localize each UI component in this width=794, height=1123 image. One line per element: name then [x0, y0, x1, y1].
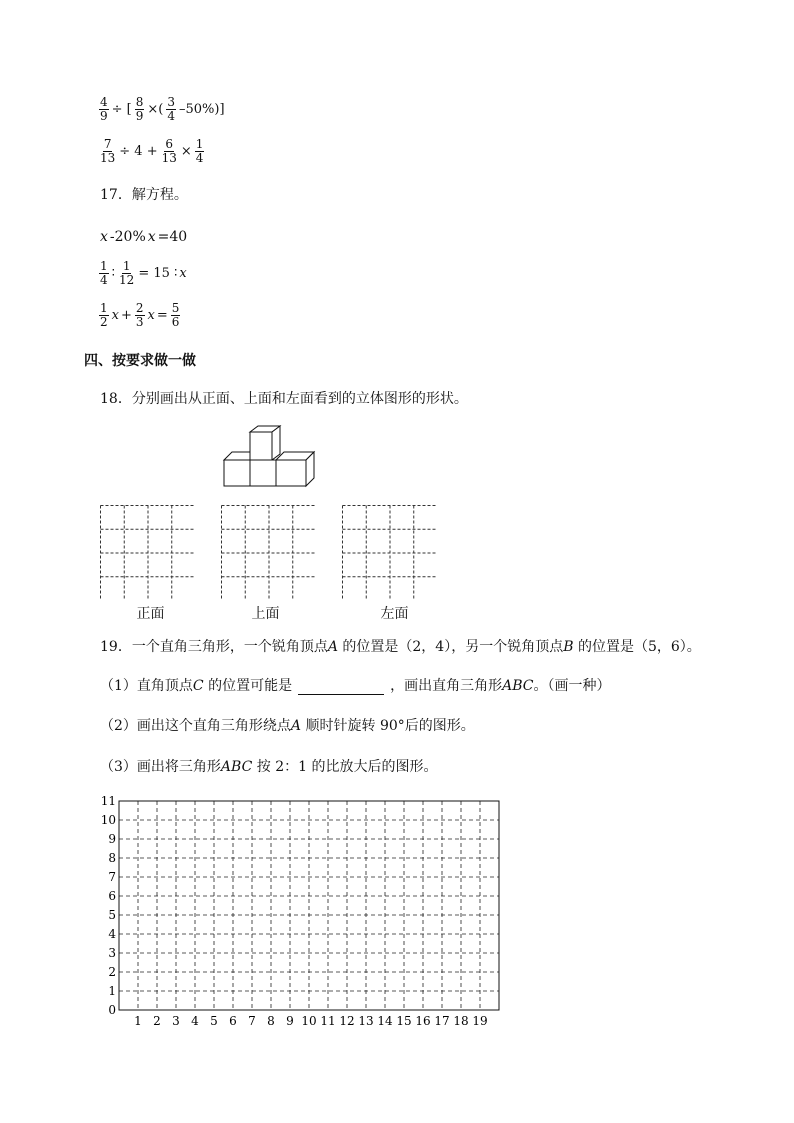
- question-19-stem: 19．一个直角三角形，一个锐角顶点A 的位置是（2，4），另一个锐角顶点B 的位置是（5，6）。: [100, 639, 701, 655]
- y-tick-label: 6: [108, 889, 116, 903]
- fraction: $\frac{2}{3}$: [135, 301, 144, 329]
- fraction: $\frac{5}{6}$: [171, 301, 180, 329]
- fraction: $\frac{1}{12}$: [119, 259, 135, 287]
- question-19-part-3: （3）画出将三角形ABC 按 2：1 的比放大后的图形。: [100, 759, 438, 775]
- equation-1: x -20% x =40: [100, 229, 188, 245]
- operator: ×: [180, 144, 192, 159]
- fraction: $\frac{7}{13}$: [100, 137, 116, 165]
- front-view-label: 正面: [136, 606, 165, 622]
- y-tick-label: 8: [108, 851, 116, 865]
- question-19-part-2: （2）画出这个直角三角形绕点A 顺时针旋转 90°后的图形。: [100, 718, 475, 734]
- y-tick-label: 7: [108, 870, 116, 884]
- fraction: $\frac{1}{2}$: [100, 301, 108, 329]
- fraction: $\frac{3}{4}$: [167, 95, 175, 123]
- cube-face: [224, 460, 250, 486]
- x-tick-label: 17: [434, 1014, 450, 1028]
- fraction: $\frac{6}{13}$: [161, 137, 177, 165]
- x-tick-label: 4: [191, 1014, 199, 1028]
- cube-face: [276, 460, 306, 486]
- x-tick-label: 1: [134, 1014, 142, 1028]
- coordinate-grid[interactable]: [95, 795, 505, 1035]
- answer-blank[interactable]: [298, 680, 384, 695]
- x-tick-label: 12: [339, 1014, 355, 1028]
- cube-face: [250, 432, 272, 460]
- x-tick-label: 10: [301, 1014, 317, 1028]
- y-tick-label: 0: [108, 1003, 116, 1017]
- x-tick-label: 8: [267, 1014, 275, 1028]
- x-tick-label: 11: [320, 1014, 336, 1028]
- y-tick-label: 5: [108, 908, 116, 922]
- expression-1: [98, 96, 225, 123]
- x-tick-label: 2: [153, 1014, 161, 1028]
- x-tick-label: 7: [248, 1014, 256, 1028]
- cube-face: [272, 426, 280, 460]
- fraction: $\frac{1}{4}$: [195, 137, 204, 165]
- equation-3: $\frac{1}{2}$ x + $\frac{2}{3}$ x = $\frac{5}{6}$: [100, 301, 180, 329]
- x-tick-label: 16: [415, 1014, 431, 1028]
- y-tick-label: 4: [108, 927, 116, 941]
- left-view-label: 左面: [380, 606, 409, 622]
- top-view-label: 上面: [251, 606, 280, 622]
- fraction: $\frac{1}{4}$: [100, 259, 108, 287]
- section-heading: 四、按要求做一做: [84, 353, 196, 369]
- y-tick-label: 3: [108, 946, 116, 960]
- x-tick-label: 15: [396, 1014, 412, 1028]
- x-tick-label: 3: [172, 1014, 180, 1028]
- question-18-label: 18．分别画出从正面、上面和左面看到的立体图形的形状。: [100, 391, 468, 407]
- grid-left-view[interactable]: [342, 505, 437, 600]
- cube-face: [224, 452, 250, 460]
- fraction: $\frac{8}{9}$: [135, 95, 144, 123]
- operator: –50%)]: [179, 102, 225, 117]
- fraction: $\frac{4}{9}$: [100, 95, 108, 123]
- grid-top-view[interactable]: [221, 505, 316, 600]
- y-tick-label: 1: [108, 984, 116, 998]
- expression-2: [98, 138, 205, 165]
- question-17-label: 17．解方程。: [100, 187, 188, 203]
- x-tick-label: 18: [453, 1014, 469, 1028]
- operator: ×(: [147, 102, 164, 117]
- x-tick-label: 9: [286, 1014, 294, 1028]
- x-tick-label: 6: [229, 1014, 237, 1028]
- cube-solid-figure: [220, 422, 322, 488]
- x-tick-label: 13: [358, 1014, 374, 1028]
- operator: ÷ 4 +: [119, 144, 158, 159]
- x-tick-label: 14: [377, 1014, 393, 1028]
- y-tick-label: 10: [100, 813, 116, 827]
- y-tick-label: 2: [108, 965, 116, 979]
- operator: ÷ [: [111, 102, 132, 117]
- x-tick-label: 5: [210, 1014, 218, 1028]
- equation-2: $\frac{1}{4}$ ∶ $\frac{1}{12}$ = 15 ∶ x: [100, 259, 187, 287]
- y-tick-label: 9: [108, 832, 116, 846]
- cube-face: [250, 460, 276, 486]
- y-tick-label: 11: [100, 795, 116, 808]
- question-19-part-1: （1）直角顶点C 的位置可能是 ，画出直角三角形ABC。（画一种）: [100, 678, 611, 694]
- grid-front-view[interactable]: [100, 505, 195, 600]
- x-tick-label: 19: [472, 1014, 488, 1028]
